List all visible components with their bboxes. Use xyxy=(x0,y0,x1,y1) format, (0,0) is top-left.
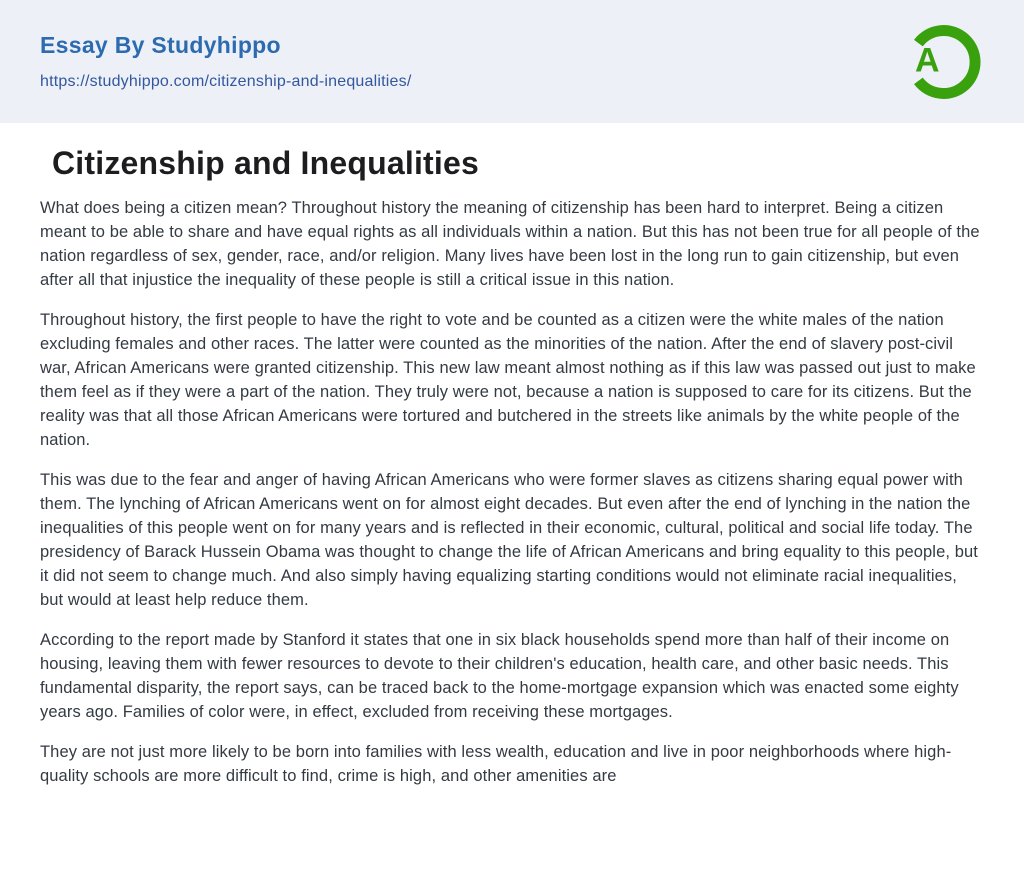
header-text-block xyxy=(40,32,412,91)
essay-title: Citizenship and Inequalities xyxy=(52,145,479,181)
page-url-link[interactable]: https://studyhippo.com/citizenship-and-inequalities/ xyxy=(40,73,412,90)
essay-paragraph-1: What does being a citizen mean? Throughout history the meaning of citizenship has been hard to interpret. Being a citizen meant to be able to share and have equal rights as all individuals within a nation. But this has not been true for all people of the nation regardless of sex, gender, race, and/or religion. Many lives have been lost in the long run to gain citizenship, but even after all that injustice the inequality of these people is still a critical issue in this nation. xyxy=(40,199,980,289)
site-title: Essay By Studyhippo xyxy=(40,32,281,58)
page-header xyxy=(0,0,1024,123)
article-body xyxy=(0,123,1024,788)
essay-paragraph-5: They are not just more likely to be born into families with less wealth, education and live in poor neighborhoods where high-quality schools are more difficult to find, crime is high, and other amenities are xyxy=(40,743,952,785)
essay-paragraph-2: Throughout history, the first people to have the right to vote and be counted as a citizen were the white males of the nation excluding females and other races. The latter were counted as the minorities of the nation. After the end of slavery post-civil war, African Americans were granted citizenship. This new law meant almost nothing as if this law was passed out just to make them feel as if they were a part of the nation. They truly were not, because a nation is supposed to care for its citizens. But the reality was that all those African Americans were tortured and butchered in the streets like animals by the white people of the nation. xyxy=(40,311,976,449)
essay-paragraph-4: According to the report made by Stanford it states that one in six black households spend more than half of their income on housing, leaving them with fewer resources to devote to their children's education, health care, and other basic needs. This fundamental disparity, the report says, can be traced back to the home-mortgage expansion which was enacted some eighty years ago. Families of color were, in effect, excluded from receiving these mortgages. xyxy=(40,631,959,721)
logo-letter-a: A xyxy=(915,41,940,80)
studyhippo-logo xyxy=(902,18,986,106)
essay-paragraph-3: This was due to the fear and anger of having African Americans who were former slaves as citizens sharing equal power with them. The lynching of African Americans went on for almost eight decades. But even after the end of lynching in the nation the inequalities of this people went on for many years and is reflected in their economic, cultural, political and social life today. The presidency of Barack Hussein Obama was thought to change the life of African Americans and bring equality to this people, but it did not seem to change much. And also simply having equalizing starting conditions would not eliminate racial inequalities, but would at least help reduce them. xyxy=(40,471,978,609)
